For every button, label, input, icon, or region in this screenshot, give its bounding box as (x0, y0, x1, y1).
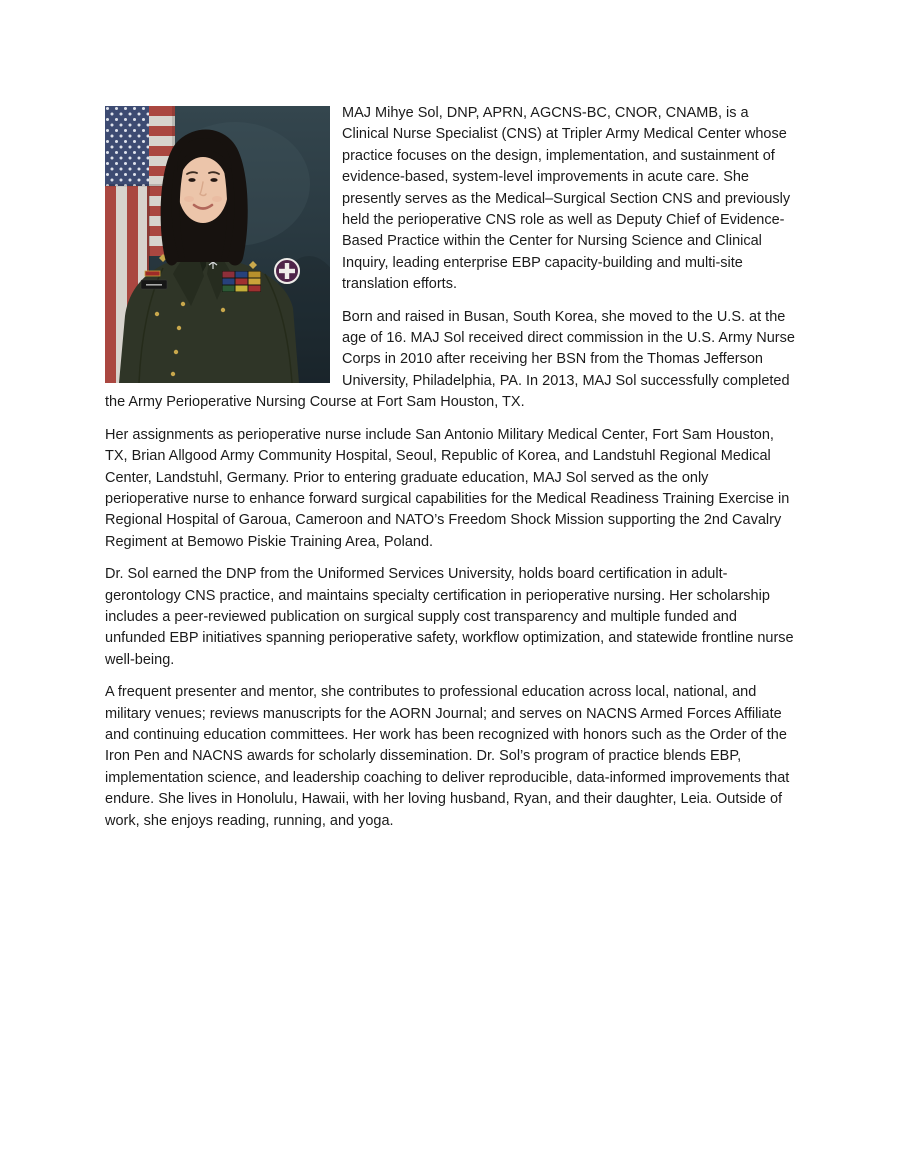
person-head (161, 130, 248, 266)
bio-content (105, 103, 795, 843)
bio-paragraph-1: MAJ Mihye Sol, DNP, APRN, AGCNS-BC, CNOR, CNAMB, is a Clinical Nurse Specialist (CNS) at Tripler Army Medical Center whose practice focuses on the design, implementation, and sustainment of evidence-based, system-level improvements in acute care. She presently serves as the Medical–Surgical Section CNS and previously held the perioperative CNS role as well as Deputy Chief of Evidence-Based Practice within the Center for Nursing Science and Clinical Inquiry, leading enterprise EBP capacity-building and multi-site translation efforts. (342, 105, 791, 293)
portrait-photo (105, 106, 330, 383)
bio-paragraph-3: Her assignments as perioperative nurse include San Antonio Military Medical Center, Fort Sam Houston, TX, Brian Allgood Army Community Hospital, Seoul, Republic of Korea, and Landstuhl Regional Medical Center, Landstuhl, Germany. Prior to entering graduate education, MAJ Sol served as the only perioperative nurse to enhance forward surgical capabilities for the Medical Readiness Training Exercise in Regional Hospital of Garoua, Cameroon and NATO’s Freedom Shock Mission supporting the 2nd Cavalry Regiment at Bemowo Piskie Training Area, Poland. (105, 426, 790, 550)
bio-paragraph-2: Born and raised in Busan, South Korea, she moved to the U.S. at the age of 16. MAJ Sol received direct commission in the U.S. Army Nurse Corps in 2010 after receiving her BSN from the Thomas Jefferson University, Philadelphia, PA. In 2013, MAJ Sol successfully completed the Army Perioperative Nursing Course at Fort Sam Houston, TX. (105, 308, 795, 411)
face (178, 157, 228, 223)
flag-stars (105, 106, 149, 186)
unit-award-ribbon (145, 271, 160, 276)
portrait-photo-illustration (105, 106, 330, 383)
shoulder-patch-medical-icon (275, 259, 299, 283)
bio-paragraph-5: A frequent presenter and mentor, she contributes to professional education across local, national, and military venues; reviews manuscripts for the AORN Journal; and serves on NACNS Armed Forces Affiliate and continuing education committees. Her work has been recognized with honors such as the Order of the Iron Pen and NACNS awards for scholarly dissemination. Dr. Sol’s program of practice blends EBP, implementation science, and leadership coaching to deliver reproducible, data-informed improvements that endure. She lives in Honolulu, Hawaii, with her loving husband, Ryan, and their daughter, Leia. Outside of work, she enjoys reading, running, and yoga. (105, 684, 790, 829)
bio-paragraph-4: Dr. Sol earned the DNP from the Uniformed Services University, holds board certification in adult-gerontology CNS practice, and maintains specialty certification in perioperative nursing. Her scholarship includes a peer-reviewed publication on surgical supply cost transparency and multiple funded and unfunded EBP initiatives spanning perioperative safety, workflow optimization, and statewide frontline nurse well-being. (105, 566, 794, 668)
name-plate (141, 280, 167, 289)
ribbon-rack (222, 271, 261, 292)
